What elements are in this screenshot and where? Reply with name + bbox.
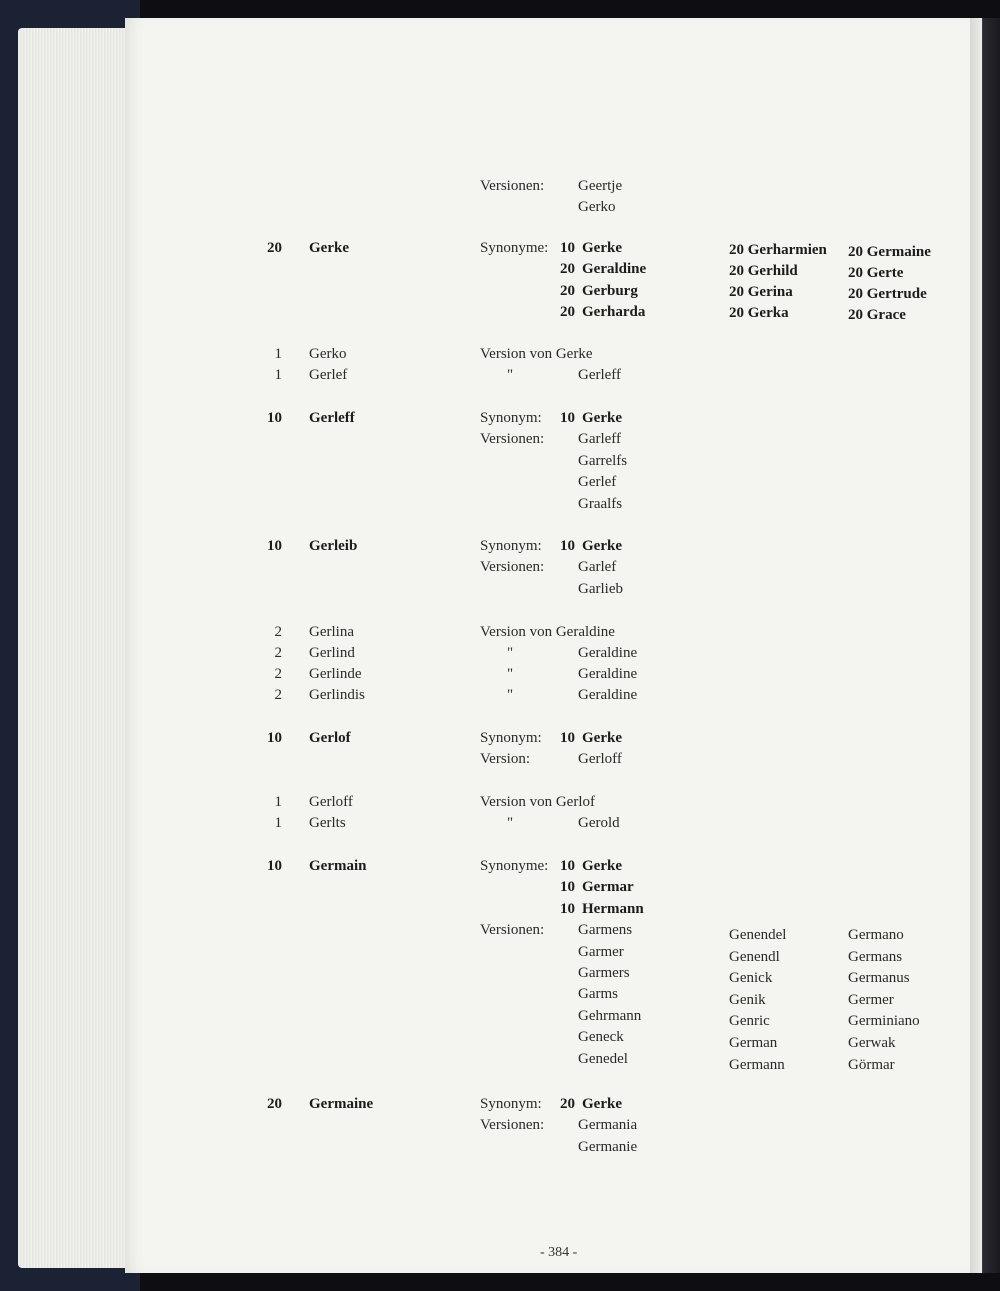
related-name: Genendl [729,948,780,965]
entry-name: Gerko [309,346,347,362]
relation-name: Geraldine [582,261,647,278]
relation-name: Garlieb [578,580,623,597]
related-name: 20 Gerka [729,305,789,321]
relation-name: Geertje [578,178,623,194]
related-name: Genric [729,1013,770,1030]
relation-name: Geraldine [578,666,638,682]
relation-name: Garmens [578,922,633,939]
relation-name: Germanie [578,1138,638,1155]
entry-relation-label: Synonym: [480,410,542,426]
related-name: 20 Gertrude [848,286,927,302]
related-name: 20 Gerina [729,284,793,300]
related-name: Germann [729,1056,785,1073]
entry-relation-label: Version von Gerlof [480,794,595,810]
entry-relation-label: Synonyme: [480,858,549,874]
relation-frequency: 20 [560,282,575,299]
relation-name: Garms [578,986,618,1003]
entry-name: Germaine [309,1096,374,1112]
relation-name: Gerharda [582,304,646,321]
entry-relation-label: Synonym: [480,538,542,554]
entry-frequency: 1 [274,815,282,831]
entry-name: Gerlef [309,367,348,383]
relation-frequency: 20 [560,261,575,278]
relation-name: Gerburg [582,282,638,299]
relation-name: Gerloff [578,751,622,768]
relation-frequency: 10 [560,858,575,874]
entry-frequency: 10 [267,858,282,874]
entry-frequency: 10 [267,410,282,426]
entry-frequency: 10 [267,730,282,746]
related-name: 20 Germaine [848,244,931,260]
relation-name: Garrelfs [578,452,628,469]
entry-relation-label: Synonym: [480,730,542,746]
relation-name: Garlef [578,559,617,576]
related-name: Germans [848,948,903,965]
entry-name: Gerleff [309,410,355,426]
relation-name: Garmer [578,943,624,960]
entry-frequency: 2 [274,687,282,703]
relation-name: Gerke [582,1096,622,1112]
related-name: Genendel [729,927,787,943]
related-name: Genick [729,970,773,987]
related-name: 20 Gerharmien [729,242,827,258]
relation-name: Gerke [582,240,622,256]
relation-name: Graalfs [578,495,623,512]
entry-relation-label: Versionen: [480,922,545,939]
entry-name: Gerlof [309,730,351,746]
relation-name: Genedel [578,1050,628,1067]
related-name: Germiniano [848,1013,920,1030]
related-name: Germanus [848,970,910,987]
entry-frequency: 20 [267,240,282,256]
entry-relation-label: Version von Geraldine [480,624,615,640]
relation-name: Germar [582,879,634,896]
related-name: Görmar [848,1056,895,1073]
entry-frequency: 1 [274,367,282,383]
related-name: German [729,1035,778,1051]
entry-name: Gerlind [309,645,355,661]
related-name: Gerwak [848,1035,896,1051]
entry-frequency: 1 [274,794,282,810]
relation-name: Garmers [578,965,630,981]
entry-name: Germain [309,858,367,874]
relation-name: Gerke [582,410,622,426]
entry-name: Gerke [309,240,349,256]
relation-name: Geraldine [578,645,638,661]
entry-relation-label: Versionen: [480,431,545,448]
related-name: 20 Grace [848,307,906,323]
related-name: 20 Gerte [848,265,904,281]
entry-name: Gerlinde [309,666,362,682]
entry-relation-label: Version von Gerke [480,346,593,362]
relation-name: Geraldine [578,687,638,703]
entry-name: Gerlina [309,624,354,640]
entry-relation-label: Synonym: [480,1096,542,1112]
relation-name: Garleff [578,431,622,448]
relation-name: Gerke [582,538,622,554]
entry-frequency: 2 [274,624,282,640]
entry-relation-label: " [507,666,514,682]
entry-relation-label: Versionen: [480,178,545,194]
relation-name: Gerke [582,730,622,746]
relation-name: Gehrmann [578,1007,642,1024]
entry-frequency: 2 [274,645,282,661]
entry-name: Gerlts [309,815,346,831]
entry-relation-label: " [507,687,514,703]
relation-frequency: 10 [560,410,575,426]
relation-frequency: 10 [560,730,575,746]
entry-relation-label: Version: [480,751,530,768]
entry-frequency: 2 [274,666,282,682]
relation-name: Gerke [582,858,622,874]
related-name: Genik [729,991,766,1008]
entry-relation-label: " [507,815,514,831]
relation-name: Gerold [578,815,620,831]
entry-relation-label: Versionen: [480,1117,545,1134]
relation-frequency: 20 [560,304,575,321]
page-stack [18,28,138,1268]
page-number: - 384 - [540,1245,578,1260]
related-name: Germer [848,991,894,1008]
entry-frequency: 20 [267,1096,282,1112]
relation-name: Hermann [582,900,644,917]
relation-name: Gerleff [578,367,622,383]
entry-relation-label: " [507,367,514,383]
relation-frequency: 20 [560,1096,575,1112]
entry-name: Gerleib [309,538,358,554]
right-page-edge [970,18,1000,1273]
relation-frequency: 10 [560,538,575,554]
entry-relation-label: Versionen: [480,559,545,576]
relation-frequency: 10 [560,240,575,256]
relation-frequency: 10 [560,900,575,917]
entry-name: Gerloff [309,794,353,810]
relation-name: Gerko [578,199,616,216]
relation-frequency: 10 [560,879,575,896]
entry-relation-label: Synonyme: [480,240,549,256]
relation-name: Geneck [578,1029,624,1046]
entry-frequency: 10 [267,538,282,554]
entry-relation-label: " [507,645,514,661]
related-name: 20 Gerhild [729,263,798,279]
entry-frequency: 1 [274,346,282,362]
entry-name: Gerlindis [309,687,365,703]
relation-name: Germania [578,1117,638,1134]
related-name: Germano [848,927,904,943]
relation-name: Gerlef [578,474,617,491]
